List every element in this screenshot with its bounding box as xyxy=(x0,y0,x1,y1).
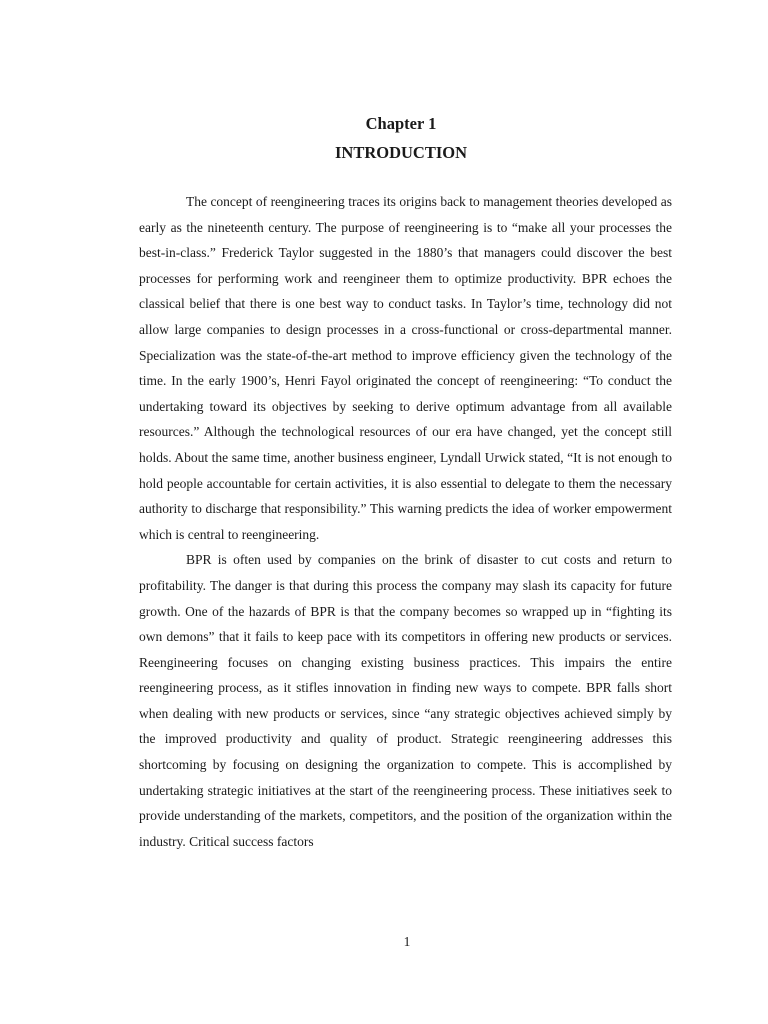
paragraph-2: BPR is often used by companies on the brink of disaster to cut costs and return to profitability. The danger is that during this process the company may slash its capacity for future growth. One of the hazards of BPR is that the company becomes so wrapped up in “fighting its own demons” that it fails to keep pace with its competitors in offering new products or services. Reengineering focuses on changing existing business practices. This impairs the entire reengineering process, as it stifles innovation in finding new ways to compete. BPR falls short when dealing with new products or services, since “any strategic objectives achieved simply by the improved productivity and quality of product. Strategic reengineering addresses this shortcoming by focusing on designing the organization to compete. This is accomplished by undertaking strategic initiatives at the start of the reengineering process. These initiatives seek to provide understanding of the markets, competitors, and the position of the organization within the industry. Critical success factors xyxy=(139,552,672,849)
chapter-title: INTRODUCTION xyxy=(334,143,468,162)
paragraph-1: The concept of reengineering traces its origins back to management theories developed as early as the nineteenth century. The purpose of reengineering is to “make all your processes the best-in-class.” Frederick Taylor suggested in the 1880’s that managers could discover the best processes for performing work and reengineer them to optimize productivity. BPR echoes the classical belief that there is one best way to conduct tasks. In Taylor’s time, technology did not allow large companies to design processes in a cross-functional or cross-departmental manner. Specialization was the state-of-the-art method to improve efficiency given the technology of the time. In the early 1900’s, Henri Fayol originated the concept of reengineering: “To conduct the undertaking toward its objectives by seeking to derive optimum advantage from all available resources.” Although the technological resources of our era have changed, yet the concept still holds. About the same time, another business engineer, Lyndall Urwick stated, “It is not enough to hold people accountable for certain activities, it is also essential to delegate to them the necessary authority to discharge that responsibility.” This warning predicts the idea of worker empowerment which is central to reengineering. xyxy=(139,194,672,542)
chapter-label: Chapter 1 xyxy=(365,114,437,133)
body-text xyxy=(139,189,672,854)
page-number: 1 xyxy=(403,934,411,949)
